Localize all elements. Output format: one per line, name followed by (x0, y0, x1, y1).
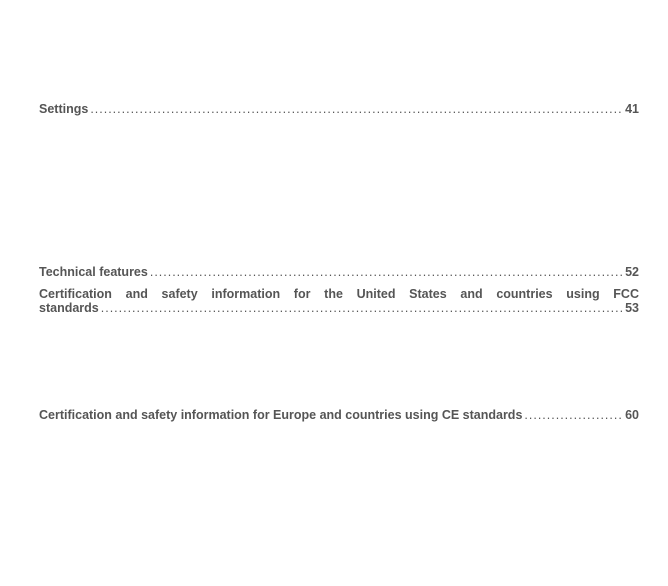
toc-entry-settings[interactable] (39, 102, 639, 116)
toc-entry-certification-fcc[interactable] (39, 287, 639, 315)
toc-page-number: 60 (625, 408, 639, 422)
toc-title: Technical features (39, 265, 148, 279)
toc-page-number: 52 (625, 265, 639, 279)
toc-title-line-1: Certification and safety information for the United States and countries using FCC (39, 287, 639, 301)
toc-page-number: 53 (625, 301, 639, 315)
dot-leader (101, 301, 623, 315)
toc-title-line-2: standards (39, 301, 99, 315)
toc-entry-certification-ce[interactable] (39, 408, 639, 422)
toc-title: Certification and safety information for Europe and countries using CE standards (39, 408, 523, 422)
toc-title: Settings (39, 102, 89, 116)
toc-page-number: 41 (625, 102, 639, 116)
toc-entry-technical-features[interactable] (39, 265, 639, 279)
dot-leader (524, 408, 623, 422)
dot-leader (150, 265, 623, 279)
dot-leader (90, 102, 623, 116)
